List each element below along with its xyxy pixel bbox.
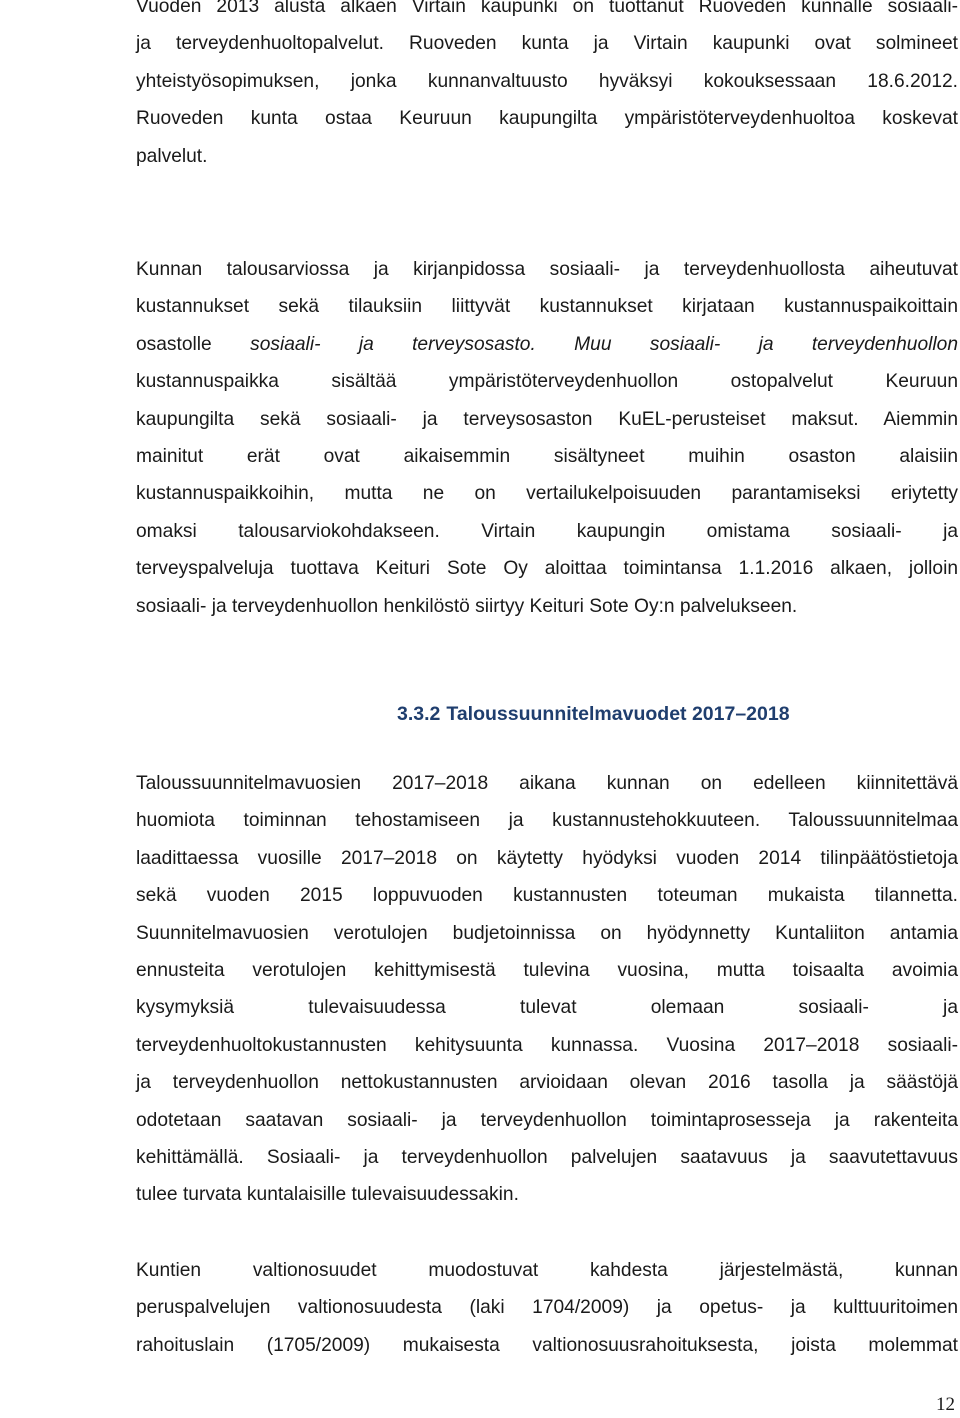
paragraph-budget [136, 251, 958, 625]
text-line: sosiaali- ja terveydenhuollon henkilöstö siirtyy Keituri Sote Oy:n palvelukseen. [136, 595, 798, 617]
section-heading [397, 703, 790, 726]
department-name: sosiaali- ja terveysosasto. [250, 333, 536, 355]
text-line: ja terveydenhuoltopalvelut. Ruoveden kunta ja Virtain kaupunki ovat solmineet [136, 33, 958, 55]
text-line: mainitut erät ovat aikaisemmin sisältyneet muihin osaston alaisiin [136, 446, 958, 468]
text-line: kaupungilta sekä sosiaali- ja terveysosaston KuEL-perusteiset maksut. Aiemmin [136, 408, 958, 430]
text-fragment: osastolle [136, 333, 212, 355]
text-line: odotetaan saatavan sosiaali- ja terveydenhuollon toimintaprosesseja ja rakenteita [136, 1109, 958, 1131]
paragraph-plan [136, 765, 958, 1214]
section-title: Taloussuunnitelmavuodet 2017–2018 [446, 703, 790, 725]
cost-center-sentence: Muu sosiaali- ja terveydenhuollon [574, 333, 958, 355]
text-line: Vuoden 2013 alusta alkaen Virtain kaupunki on tuottanut Ruoveden kunnalle sosiaali- [136, 0, 958, 17]
text-line: Suunnitelmavuosien verotulojen budjetoinnissa on hyödynnetty Kuntaliiton antamia [136, 922, 958, 944]
text-line: huomiota toiminnan tehostamiseen ja kustannustehokkuuteen. Taloussuunnitelmaa [136, 810, 958, 832]
text-line: terveydenhuoltokustannusten kehitysuunta kunnassa. Vuosina 2017–2018 sosiaali- [136, 1034, 958, 1056]
text-line: kehittämällä. Sosiaali- ja terveydenhuollon palvelujen saatavuus ja saavutettavuus [136, 1147, 958, 1169]
text-line: Kunnan talousarviossa ja kirjanpidossa sosiaali- ja terveydenhuollosta aiheutuvat [136, 259, 958, 280]
text-line: Kuntien valtionosuudet muodostuvat kahdesta järjestelmästä, kunnan [136, 1260, 958, 1281]
text-line-mixed [136, 326, 958, 363]
text-line: kustannukset sekä tilauksiin liittyvät kustannukset kirjataan kustannuspaikoittain [136, 296, 958, 318]
text-line: ja terveydenhuollon nettokustannusten arvioidaan olevan 2016 tasolla ja säästöjä [136, 1072, 958, 1094]
section-number: 3.3.2 [397, 703, 441, 725]
page-number: 12 [936, 1394, 955, 1415]
text-line: kustannuspaikka sisältää ympäristöterveydenhuollon ostopalvelut Keuruun [136, 371, 958, 393]
text-line: Ruoveden kunta ostaa Keuruun kaupungilta ympäristöterveydenhuoltoa koskevat [136, 108, 958, 130]
text-line: kysymyksiä tulevaisuudessa tulevat olemaan sosiaali- ja [136, 997, 958, 1019]
text-line: yhteistyösopimuksen, jonka kunnanvaltuusto hyväksyi kokouksessaan 18.6.2012. [136, 70, 958, 92]
text-line: tulee turvata kuntalaisille tulevaisuudessakin. [136, 1184, 519, 1206]
text-line: Taloussuunnitelmavuosien 2017–2018 aikana kunnan on edelleen kiinnitettävä [136, 773, 958, 794]
text-line: omaksi talousarviokohdakseen. Virtain kaupungin omistama sosiaali- ja [136, 520, 958, 542]
text-line: kustannuspaikkoihin, mutta ne on vertailukelpoisuuden parantamiseksi eriytetty [136, 483, 958, 505]
text-line: ennusteita verotulojen kehittymisestä tulevina vuosina, mutta toisaalta avoimia [136, 960, 958, 982]
text-line: terveyspalveluja tuottava Keituri Sote Oy aloittaa toimintansa 1.1.2016 alkaen, jolloin [136, 558, 958, 580]
text-line: sekä vuoden 2015 loppuvuoden kustannusten toteuman mukaista tilannetta. [136, 885, 958, 907]
paragraph-state-aid [136, 1252, 958, 1364]
paragraph-intro [136, 0, 958, 175]
text-line: laadittaessa vuosille 2017–2018 on käytetty hyödyksi vuoden 2014 tilinpäätöstietoja [136, 847, 958, 869]
text-line: palvelut. [136, 145, 208, 167]
text-line: rahoituslain (1705/2009) mukaisesta valtionosuusrahoituksesta, joista molemmat [136, 1334, 958, 1356]
text-line: peruspalvelujen valtionosuudesta (laki 1704/2009) ja opetus- ja kulttuuritoimen [136, 1297, 958, 1319]
